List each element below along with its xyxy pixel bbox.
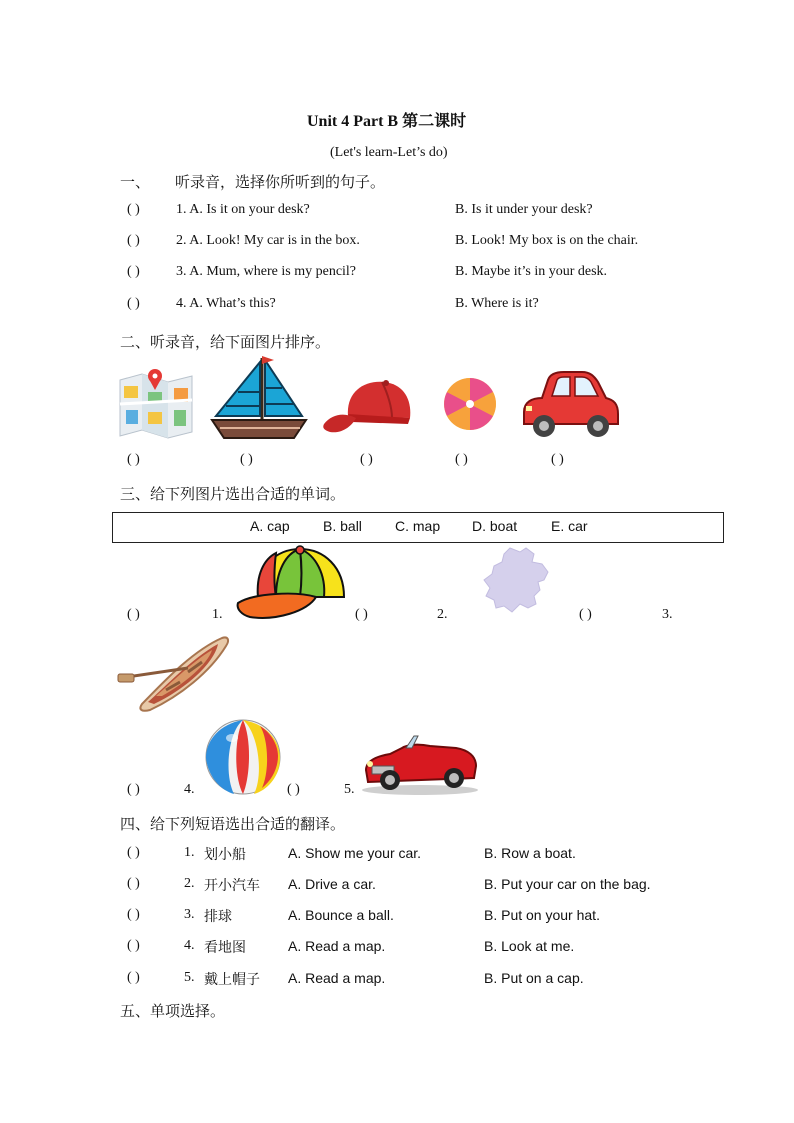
question-option-a: 1. A. Is it on your desk? — [176, 202, 310, 217]
answer-blank[interactable]: ( ) — [579, 607, 592, 622]
word-option: C. map — [395, 518, 441, 534]
page-title: Unit 4 Part B 第二课时 — [307, 113, 467, 130]
answer-blank[interactable]: ( ) — [287, 782, 300, 797]
section2-heading: 二、听录音，给下面图片排序。 — [120, 333, 331, 351]
chinese-phrase: 戴上帽子 — [204, 972, 260, 988]
section1-number: 一、 — [120, 173, 151, 191]
convertible-car-icon — [360, 726, 478, 796]
answer-blank[interactable]: ( ) — [127, 907, 140, 922]
picture-order-blank[interactable]: ( ) — [551, 452, 564, 467]
question-option-a: 3. A. Mum, where is my pencil? — [176, 264, 357, 279]
map-shape-icon — [482, 546, 552, 614]
item-number: 5. — [344, 782, 355, 797]
item-number: 2. — [437, 607, 448, 622]
item-number: 4. — [184, 938, 195, 953]
answer-blank[interactable]: ( ) — [127, 233, 140, 248]
item-number: 3. — [184, 907, 195, 922]
item-number: 1. — [184, 845, 195, 860]
chinese-phrase: 划小船 — [204, 847, 246, 863]
question-option-b: B. Maybe it’s in your desk. — [455, 264, 608, 279]
section5-heading: 五、单项选择。 — [120, 1002, 226, 1020]
translation-option-a: A. Read a map. — [288, 938, 386, 954]
translation-option-a: A. Bounce a ball. — [288, 907, 394, 923]
rowboat-icon — [118, 632, 230, 712]
translation-option-a: A. Read a map. — [288, 970, 386, 986]
answer-blank[interactable]: ( ) — [127, 264, 140, 279]
translation-option-a: A. Show me your car. — [288, 845, 422, 861]
translation-option-b: B. Put on your hat. — [484, 907, 600, 923]
answer-blank[interactable]: ( ) — [127, 607, 140, 622]
word-option: A. cap — [250, 518, 290, 534]
chinese-phrase: 看地图 — [204, 940, 246, 956]
car-icon — [520, 370, 620, 440]
answer-blank[interactable]: ( ) — [127, 876, 140, 891]
question-option-a: 4. A. What’s this? — [176, 296, 276, 311]
item-number: 1. — [212, 607, 223, 622]
item-number: 5. — [184, 970, 195, 985]
answer-blank[interactable]: ( ) — [127, 938, 140, 953]
item-number: 3. — [662, 607, 673, 622]
picture-order-blank[interactable]: ( ) — [360, 452, 373, 467]
picture-order-blank[interactable]: ( ) — [127, 452, 140, 467]
picture-order-blank[interactable]: ( ) — [455, 452, 468, 467]
page-subtitle: (Let's learn-Let’s do) — [330, 145, 448, 160]
translation-option-b: B. Put on a cap. — [484, 970, 584, 986]
word-option: E. car — [551, 518, 588, 534]
word-option: B. ball — [323, 518, 362, 534]
answer-blank[interactable]: ( ) — [127, 782, 140, 797]
sailboat-icon — [210, 356, 308, 442]
answer-blank[interactable]: ( ) — [127, 202, 140, 217]
beach-ball-icon — [204, 718, 282, 796]
cap-icon — [236, 545, 348, 621]
answer-blank[interactable]: ( ) — [127, 296, 140, 311]
translation-option-b: B. Row a boat. — [484, 845, 576, 861]
picture-order-blank[interactable]: ( ) — [240, 452, 253, 467]
map-icon — [118, 366, 194, 438]
question-option-b: B. Look! My box is on the chair. — [455, 233, 639, 248]
item-number: 2. — [184, 876, 195, 891]
question-option-b: B. Is it under your desk? — [455, 202, 593, 217]
word-option: D. boat — [472, 518, 518, 534]
cap-icon — [322, 378, 414, 436]
answer-blank[interactable]: ( ) — [127, 845, 140, 860]
translation-option-b: B. Put your car on the bag. — [484, 876, 651, 892]
chinese-phrase: 排球 — [204, 909, 232, 925]
ball-icon — [443, 377, 497, 431]
section3-heading: 三、给下列图片选出合适的单词。 — [120, 485, 346, 503]
section1-heading: 听录音，选择你所听到的句子。 — [175, 173, 386, 191]
translation-option-a: A. Drive a car. — [288, 876, 376, 892]
chinese-phrase: 开小汽车 — [204, 878, 260, 894]
word-bank-box — [112, 512, 724, 543]
question-option-a: 2. A. Look! My car is in the box. — [176, 233, 360, 248]
answer-blank[interactable]: ( ) — [127, 970, 140, 985]
question-option-b: B. Where is it? — [455, 296, 539, 311]
item-number: 4. — [184, 782, 195, 797]
section4-heading: 四、给下列短语选出合适的翻译。 — [120, 815, 346, 833]
translation-option-b: B. Look at me. — [484, 938, 575, 954]
answer-blank[interactable]: ( ) — [355, 607, 368, 622]
